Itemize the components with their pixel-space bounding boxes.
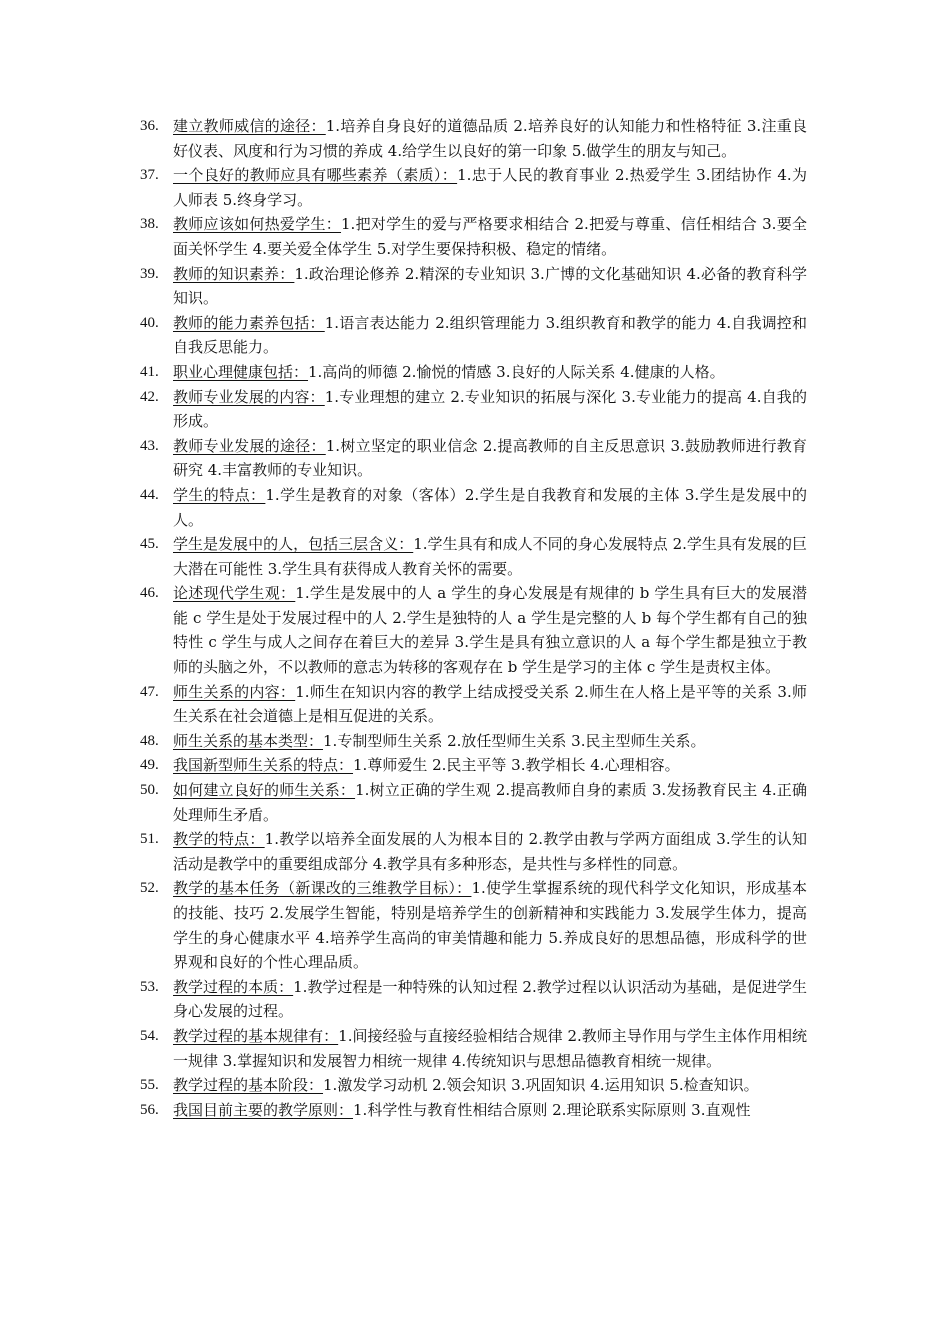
item-heading: 师生关系的内容： xyxy=(173,682,296,701)
item-heading: 师生关系的基本类型： xyxy=(173,731,324,750)
item-number: 49. xyxy=(140,757,159,774)
item-body: 1.政治理论修养 2.精深的专业知识 3.广博的文化基础知识 4.必备的教育科学知识。 xyxy=(173,264,807,308)
list-item xyxy=(140,532,807,581)
item-body: 1.专制型师生关系 2.放任型师生关系 3.民主型师生关系。 xyxy=(323,731,706,750)
list-item xyxy=(140,975,807,1024)
item-heading: 教学过程的本质： xyxy=(173,977,294,996)
item-heading: 一个良好的教师应具有哪些素养（素质）： xyxy=(173,166,458,185)
item-body: 1.语言表达能力 2.组织管理能力 3.组织教育和教学的能力 4.自我调控和自我反思能力。 xyxy=(173,313,807,357)
item-body: 1.学生是教育的对象（客体）2.学生是自我教育和发展的主体 3.学生是发展中的人。 xyxy=(173,485,807,529)
item-body: 1.把对学生的爱与严格要求相结合 2.把爱与尊重、信任相结合 3.要全面关怀学生 4.要关爱全体学生 5.对学生要保持积极、稳定的情绪。 xyxy=(173,215,807,258)
item-number: 52. xyxy=(140,880,159,897)
item-number: 41. xyxy=(140,363,159,380)
list-item xyxy=(140,163,807,212)
item-heading: 教师专业发展的内容： xyxy=(173,387,325,406)
list-item xyxy=(140,434,807,483)
item-number: 54. xyxy=(140,1027,159,1044)
item-number: 44. xyxy=(140,486,159,503)
item-heading: 教学的特点： xyxy=(173,830,265,849)
item-heading: 建立教师威信的途径： xyxy=(173,117,326,135)
item-body: 1.师生在知识内容的教学上结成授受关系 2.师生在人格上是平等的关系 3.师生关系在社会道德上是相互促进的关系。 xyxy=(173,682,807,726)
list-item xyxy=(140,1073,807,1098)
item-body: 1.尊师爱生 2.民主平等 3.教学相长 4.心理相容。 xyxy=(353,756,680,775)
list-item xyxy=(140,1024,807,1073)
item-body: 1.间接经验与直接经验相结合规律 2.教师主导作用与学生主体作用相统一规律 3.掌握知识和发展智力相统一规律 4.传统知识与思想品德教育相统一规律。 xyxy=(173,1026,807,1070)
list-item xyxy=(140,114,807,163)
item-body: 1.培养自身良好的道德品质 2.培养良好的认知能力和性格特征 3.注重良好仪表、风度和行为习惯的养成 4.给学生以良好的第一印象 5.做学生的朋友与知己。 xyxy=(173,117,807,160)
item-heading: 教学过程的基本阶段： xyxy=(173,1076,324,1095)
item-heading: 教师的知识素养： xyxy=(173,264,295,283)
item-number: 55. xyxy=(140,1077,159,1094)
item-body: 1.教学以培养全面发展的人为根本目的 2.教学由教与学两方面组成 3.学生的认知活动是教学中的重要组成部分 4.教学具有多种形态，是共性与多样性的同意。 xyxy=(173,830,807,873)
item-heading: 教师的能力素养包括： xyxy=(173,313,325,332)
item-heading: 教师应该如何热爱学生： xyxy=(173,215,342,234)
item-body: 1.忠于人民的教育事业 2.热爱学生 3.团结协作 4.为人师表 5.终身学习。 xyxy=(173,166,807,209)
item-heading: 教师专业发展的途径： xyxy=(173,436,326,455)
item-body: 1.激发学习动机 2.领会知识 3.巩固知识 4.运用知识 5.检查知识。 xyxy=(323,1076,759,1095)
list-item xyxy=(140,1098,807,1123)
list-item xyxy=(140,729,807,754)
item-number: 48. xyxy=(140,732,159,749)
item-heading: 如何建立良好的师生关系： xyxy=(173,781,356,800)
item-number: 45. xyxy=(140,536,159,553)
item-body: 1.专业理想的建立 2.专业知识的拓展与深化 3.专业能力的提高 4.自我的形成。 xyxy=(173,387,807,431)
item-number: 51. xyxy=(140,831,159,848)
list-item xyxy=(140,827,807,876)
item-number: 37. xyxy=(140,167,159,184)
item-number: 40. xyxy=(140,314,159,331)
item-number: 53. xyxy=(140,978,159,995)
list-item xyxy=(140,753,807,778)
item-heading: 论述现代学生观： xyxy=(173,584,296,603)
item-number: 43. xyxy=(140,437,159,454)
list-item xyxy=(140,311,807,360)
list-item xyxy=(140,680,807,729)
item-number: 56. xyxy=(140,1101,159,1118)
document-page xyxy=(0,114,950,1122)
item-heading: 职业心理健康包括： xyxy=(173,362,309,381)
list-item xyxy=(140,778,807,827)
item-heading: 我国目前主要的教学原则： xyxy=(173,1100,354,1119)
list-item xyxy=(140,483,807,532)
item-number: 50. xyxy=(140,782,159,799)
item-body: 1.使学生掌握系统的现代科学文化知识，形成基本的技能、技巧 2.发展学生智能，特别是培养学生的创新精神和实践能力 3.发展学生体力，提高学生的身心健康水平 4.培养学生高尚的审美情趣和能力 5.养成良好的思想品德，形成科学的世界观和良好的个性心理品质。 xyxy=(173,879,807,972)
item-body: 1.教学过程是一种特殊的认知过程 2.教学过程以认识活动为基础，是促进学生身心发展的过程。 xyxy=(173,977,807,1021)
item-heading: 学生是发展中的人，包括三层含义： xyxy=(173,535,414,554)
list-item xyxy=(140,262,807,311)
item-body: 1.树立正确的学生观 2.提高教师自身的素质 3.发扬教育民主 4.正确处理师生矛盾。 xyxy=(173,781,807,824)
item-heading: 教学的基本任务（新课改的三维教学目标）： xyxy=(173,879,472,898)
item-number: 38. xyxy=(140,216,159,233)
item-number: 36. xyxy=(140,118,159,134)
item-body: 1.科学性与教育性相结合原则 2.理论联系实际原则 3.直观性 xyxy=(353,1100,751,1119)
item-body: 1.高尚的师德 2.愉悦的情感 3.良好的人际关系 4.健康的人格。 xyxy=(308,362,725,381)
item-body: 1.学生具有和成人不同的身心发展特点 2.学生具有发展的巨大潜在可能性 3.学生具有获得成人教育关怀的需要。 xyxy=(173,535,807,578)
list-item xyxy=(140,385,807,434)
item-heading: 学生的特点： xyxy=(173,485,266,504)
item-body: 1.树立坚定的职业信念 2.提高教师的自主反思意识 3.鼓励教师进行教育研究 4.丰富教师的专业知识。 xyxy=(173,436,807,480)
item-heading: 我国新型师生关系的特点： xyxy=(173,756,354,775)
item-number: 46. xyxy=(140,585,159,602)
list-item xyxy=(140,360,807,385)
item-number: 47. xyxy=(140,683,159,700)
item-body: 1.学生是发展中的人 a 学生的身心发展是有规律的 b 学生具有巨大的发展潜能 c 学生是处于发展过程中的人 2.学生是独特的人 a 学生是完整的人 b 每个学生都有自己的独特性 c 学生与成人之间存在着巨大的差异 3.学生是具有独立意识的人 a 每个学生都是独立于教师的头脑之外，不以教师的意志为转移的客观存在 b 学生是学习的主体 c 学生是责权主体。 xyxy=(173,584,807,677)
item-number: 42. xyxy=(140,388,159,405)
list-item xyxy=(140,581,807,679)
item-number: 39. xyxy=(140,265,159,282)
item-heading: 教学过程的基本规律有： xyxy=(173,1026,339,1045)
list-item xyxy=(140,876,807,974)
list-item xyxy=(140,212,807,261)
